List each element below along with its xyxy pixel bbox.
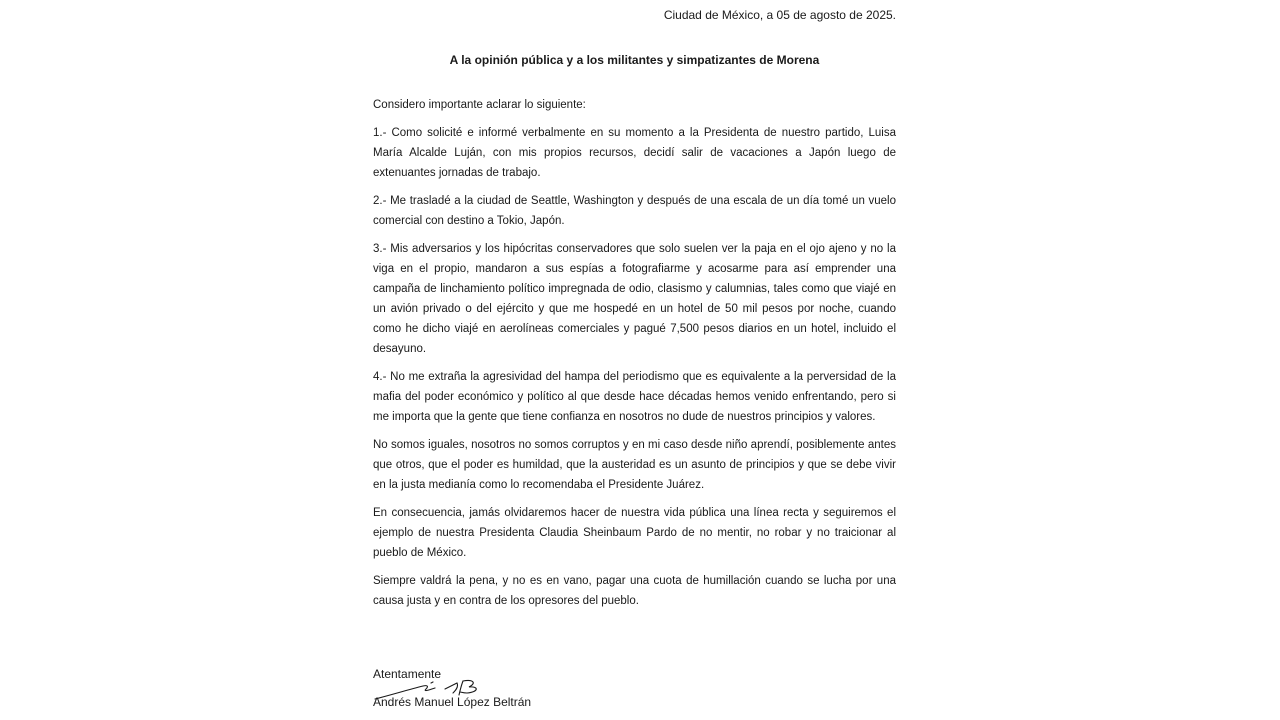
letter-heading: A la opinión pública y a los militantes y simpatizantes de Morena	[449, 53, 820, 67]
signer-name: Andrés Manuel López Beltrán	[373, 695, 532, 709]
paragraph-point-3: 3.- Mis adversarios y los hipócritas conservadores que solo suelen ver la paja en el ojo ajeno y no la viga en el propio, mandaron a sus espías a fotografiarme y acosarme para así emprender una campaña de linchamiento político impregnada de odio, clasismo y calumnias, tales como que viajé en un avión privado o del ejército y que me hospedé en un hotel de 50 mil pesos por noche, cuando como he dicho viajé en aerolíneas comerciales y pagué 7,500 pesos diarios en un hotel, incluido el desayuno.	[373, 243, 896, 355]
paragraph-intro: Considero importante aclarar lo siguiente:	[373, 99, 586, 111]
paragraph-point-2: 2.- Me trasladé a la ciudad de Seattle, Washington y después de una escala de un día tomé un vuelo comercial con destino a Tokio, Japón.	[373, 195, 896, 227]
closing-word: Atentamente	[373, 667, 442, 681]
paragraph-consequence: En consecuencia, jamás olvidaremos hacer de nuestra vida pública una línea recta y seguiremos el ejemplo de nuestra Presidenta Claudia Sheinbaum Pardo de no mentir, no robar y no traicionar al pueblo de México.	[373, 507, 896, 559]
paragraph-conclusion: Siempre valdrá la pena, y no es en vano, pagar una cuota de humillación cuando se lucha por una causa justa y en contra de los opresores del pueblo.	[373, 575, 896, 607]
paragraph-not-equal: No somos iguales, nosotros no somos corruptos y en mi caso desde niño aprendí, posiblemente antes que otros, que el poder es humildad, que la austeridad es un asunto de principios y que se debe vivir en la justa medianía como lo recomendaba el Presidente Juárez.	[373, 439, 896, 491]
paragraph-point-1: 1.- Como solicité e informé verbalmente en su momento a la Presidenta de nuestro partido, Luisa María Alcalde Luján, con mis propios recursos, decidí salir de vacaciones a Japón luego de extenuantes jornadas de trabajo.	[373, 127, 896, 179]
paragraph-point-4: 4.- No me extraña la agresividad del hampa del periodismo que es equivalente a la perversidad de la mafia del poder económico y político al que desde hace décadas hemos venido enfrentando, pero si me importa que la gente que tiene confianza en nosotros no dude de nuestros principios y valores.	[373, 371, 896, 423]
letter-body	[373, 95, 896, 619]
place-and-date: Ciudad de México, a 05 de agosto de 2025.	[663, 8, 896, 22]
letter-page	[373, 0, 896, 720]
